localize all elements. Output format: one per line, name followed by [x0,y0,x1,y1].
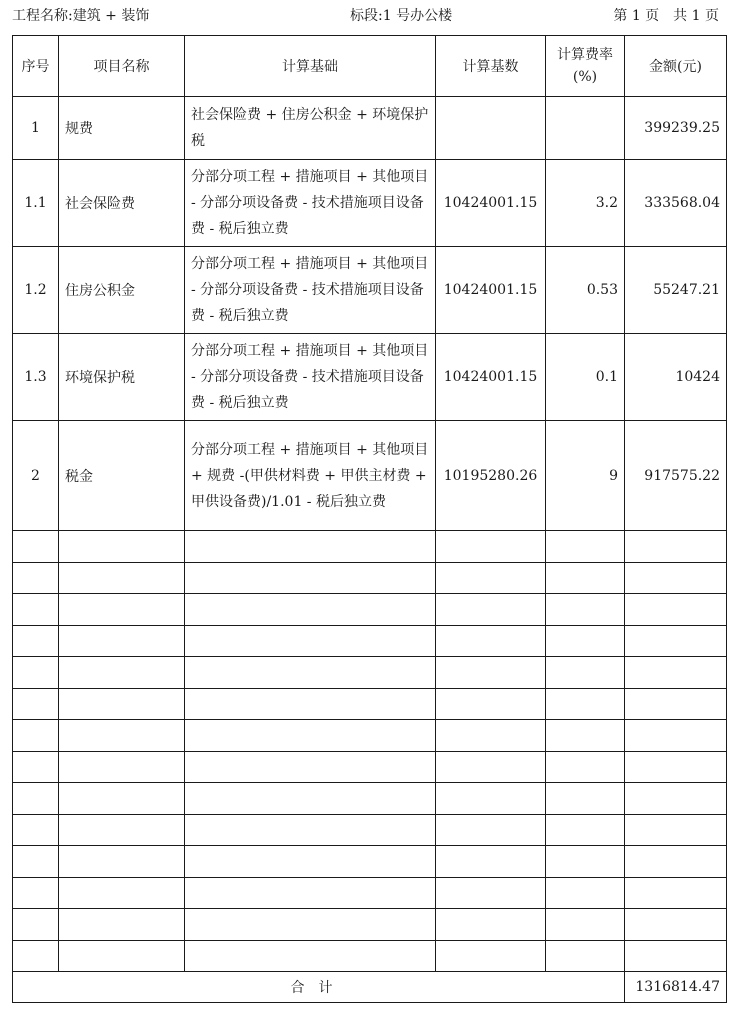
empty-cell [436,814,546,846]
empty-cell [546,657,625,689]
empty-cell [436,657,546,689]
empty-cell [625,783,727,815]
empty-row [13,877,727,909]
empty-cell [185,940,436,972]
empty-cell [185,688,436,720]
empty-cell [625,625,727,657]
empty-cell [13,814,59,846]
empty-row [13,720,727,752]
empty-cell [625,751,727,783]
empty-cell [59,751,185,783]
col-header-basis: 计算基础 [185,36,436,97]
empty-cell [546,877,625,909]
empty-row [13,940,727,972]
row-rate: 3.2 [546,160,625,247]
empty-cell [185,814,436,846]
row-name: 社会保险费 [59,160,185,247]
empty-cell [59,814,185,846]
empty-cell [59,657,185,689]
row-rate: 0.1 [546,334,625,421]
empty-cell [13,783,59,815]
empty-cell [625,531,727,563]
empty-cell [185,531,436,563]
row-basis: 社会保险费 + 住房公积金 + 环境保护税 [185,97,436,160]
empty-cell [13,846,59,878]
empty-cell [13,909,59,941]
empty-cell [185,625,436,657]
fee-table [12,35,727,1003]
empty-cell [59,531,185,563]
empty-cell [59,594,185,626]
empty-cell [436,877,546,909]
page-header [0,4,733,28]
empty-cell [436,688,546,720]
empty-cell [185,657,436,689]
total-amount: 1316814.47 [625,972,727,1003]
row-amount: 917575.22 [625,421,727,531]
empty-cell [13,877,59,909]
row-base: 10424001.15 [436,160,546,247]
empty-cell [546,688,625,720]
empty-cell [625,940,727,972]
row-rate [546,97,625,160]
empty-cell [59,783,185,815]
row-name: 住房公积金 [59,247,185,334]
empty-cell [185,846,436,878]
empty-cell [546,846,625,878]
empty-cell [59,720,185,752]
row-no: 2 [13,421,59,531]
row-base [436,97,546,160]
col-header-amount: 金额(元) [625,36,727,97]
empty-cell [59,846,185,878]
row-basis: 分部分项工程 + 措施项目 + 其他项目 - 分部分项设备费 - 技术措施项目设备费 - 税后独立费 [185,334,436,421]
empty-cell [59,562,185,594]
empty-row [13,657,727,689]
empty-cell [436,625,546,657]
empty-cell [546,720,625,752]
row-amount: 55247.21 [625,247,727,334]
empty-cell [625,814,727,846]
empty-cell [625,688,727,720]
empty-cell [13,562,59,594]
empty-row [13,625,727,657]
empty-cell [546,940,625,972]
empty-cell [546,531,625,563]
empty-cell [625,657,727,689]
table-row [13,97,727,160]
row-name: 环境保护税 [59,334,185,421]
empty-cell [13,531,59,563]
empty-cell [546,814,625,846]
empty-cell [625,846,727,878]
empty-cell [13,594,59,626]
empty-cell [13,625,59,657]
empty-cell [546,625,625,657]
row-amount: 333568.04 [625,160,727,247]
empty-cell [13,720,59,752]
empty-cell [436,720,546,752]
row-base: 10424001.15 [436,334,546,421]
row-rate: 9 [546,421,625,531]
empty-cell [436,909,546,941]
table-row [13,160,727,247]
empty-cell [436,940,546,972]
empty-cell [185,562,436,594]
empty-cell [625,594,727,626]
empty-cell [546,594,625,626]
total-label: 合计 [13,972,625,1003]
empty-row [13,594,727,626]
empty-cell [185,720,436,752]
empty-row [13,562,727,594]
empty-cell [185,877,436,909]
empty-cell [13,940,59,972]
empty-row [13,783,727,815]
empty-cell [546,751,625,783]
row-name: 规费 [59,97,185,160]
col-header-rate-line1: 计算费率 [557,47,613,63]
row-amount: 399239.25 [625,97,727,160]
row-base: 10424001.15 [436,247,546,334]
col-header-rate [546,36,625,97]
empty-cell [436,562,546,594]
empty-cell [59,688,185,720]
empty-cell [625,562,727,594]
row-rate: 0.53 [546,247,625,334]
empty-cell [625,909,727,941]
row-amount: 10424 [625,334,727,421]
row-name: 税金 [59,421,185,531]
empty-cell [546,562,625,594]
total-row [13,972,727,1003]
page-indicator: 第 1 页 共 1 页 [613,8,719,24]
empty-cell [436,783,546,815]
project-name: 工程名称:建筑 + 装饰 [12,8,150,24]
empty-cell [59,909,185,941]
empty-row [13,909,727,941]
empty-cell [13,657,59,689]
empty-cell [59,625,185,657]
empty-row [13,531,727,563]
col-header-no: 序号 [13,36,59,97]
row-basis: 分部分项工程 + 措施项目 + 其他项目 + 规费 -(甲供材料费 + 甲供主材费 + 甲供设备费)/1.01 - 税后独立费 [185,421,436,531]
table-row [13,247,727,334]
empty-cell [625,720,727,752]
empty-cell [546,783,625,815]
row-no: 1.3 [13,334,59,421]
empty-cell [13,688,59,720]
table-header-row [13,36,727,97]
empty-row [13,846,727,878]
empty-cell [59,940,185,972]
empty-cell [59,877,185,909]
empty-cell [436,531,546,563]
row-no: 1.2 [13,247,59,334]
empty-row [13,688,727,720]
empty-cell [436,594,546,626]
table-row [13,421,727,531]
empty-row [13,814,727,846]
row-base: 10195280.26 [436,421,546,531]
empty-cell [13,751,59,783]
empty-cell [436,751,546,783]
table-row [13,334,727,421]
empty-cell [185,783,436,815]
row-no: 1.1 [13,160,59,247]
col-header-rate-line2: (%) [572,69,598,85]
section-name: 标段:1 号办公楼 [350,8,453,24]
empty-cell [546,909,625,941]
row-basis: 分部分项工程 + 措施项目 + 其他项目 - 分部分项设备费 - 技术措施项目设备费 - 税后独立费 [185,247,436,334]
col-header-name: 项目名称 [59,36,185,97]
empty-cell [436,846,546,878]
row-basis: 分部分项工程 + 措施项目 + 其他项目 - 分部分项设备费 - 技术措施项目设备费 - 税后独立费 [185,160,436,247]
empty-cell [185,909,436,941]
empty-row [13,751,727,783]
row-no: 1 [13,97,59,160]
empty-cell [185,594,436,626]
col-header-base: 计算基数 [436,36,546,97]
empty-cell [625,877,727,909]
empty-cell [185,751,436,783]
